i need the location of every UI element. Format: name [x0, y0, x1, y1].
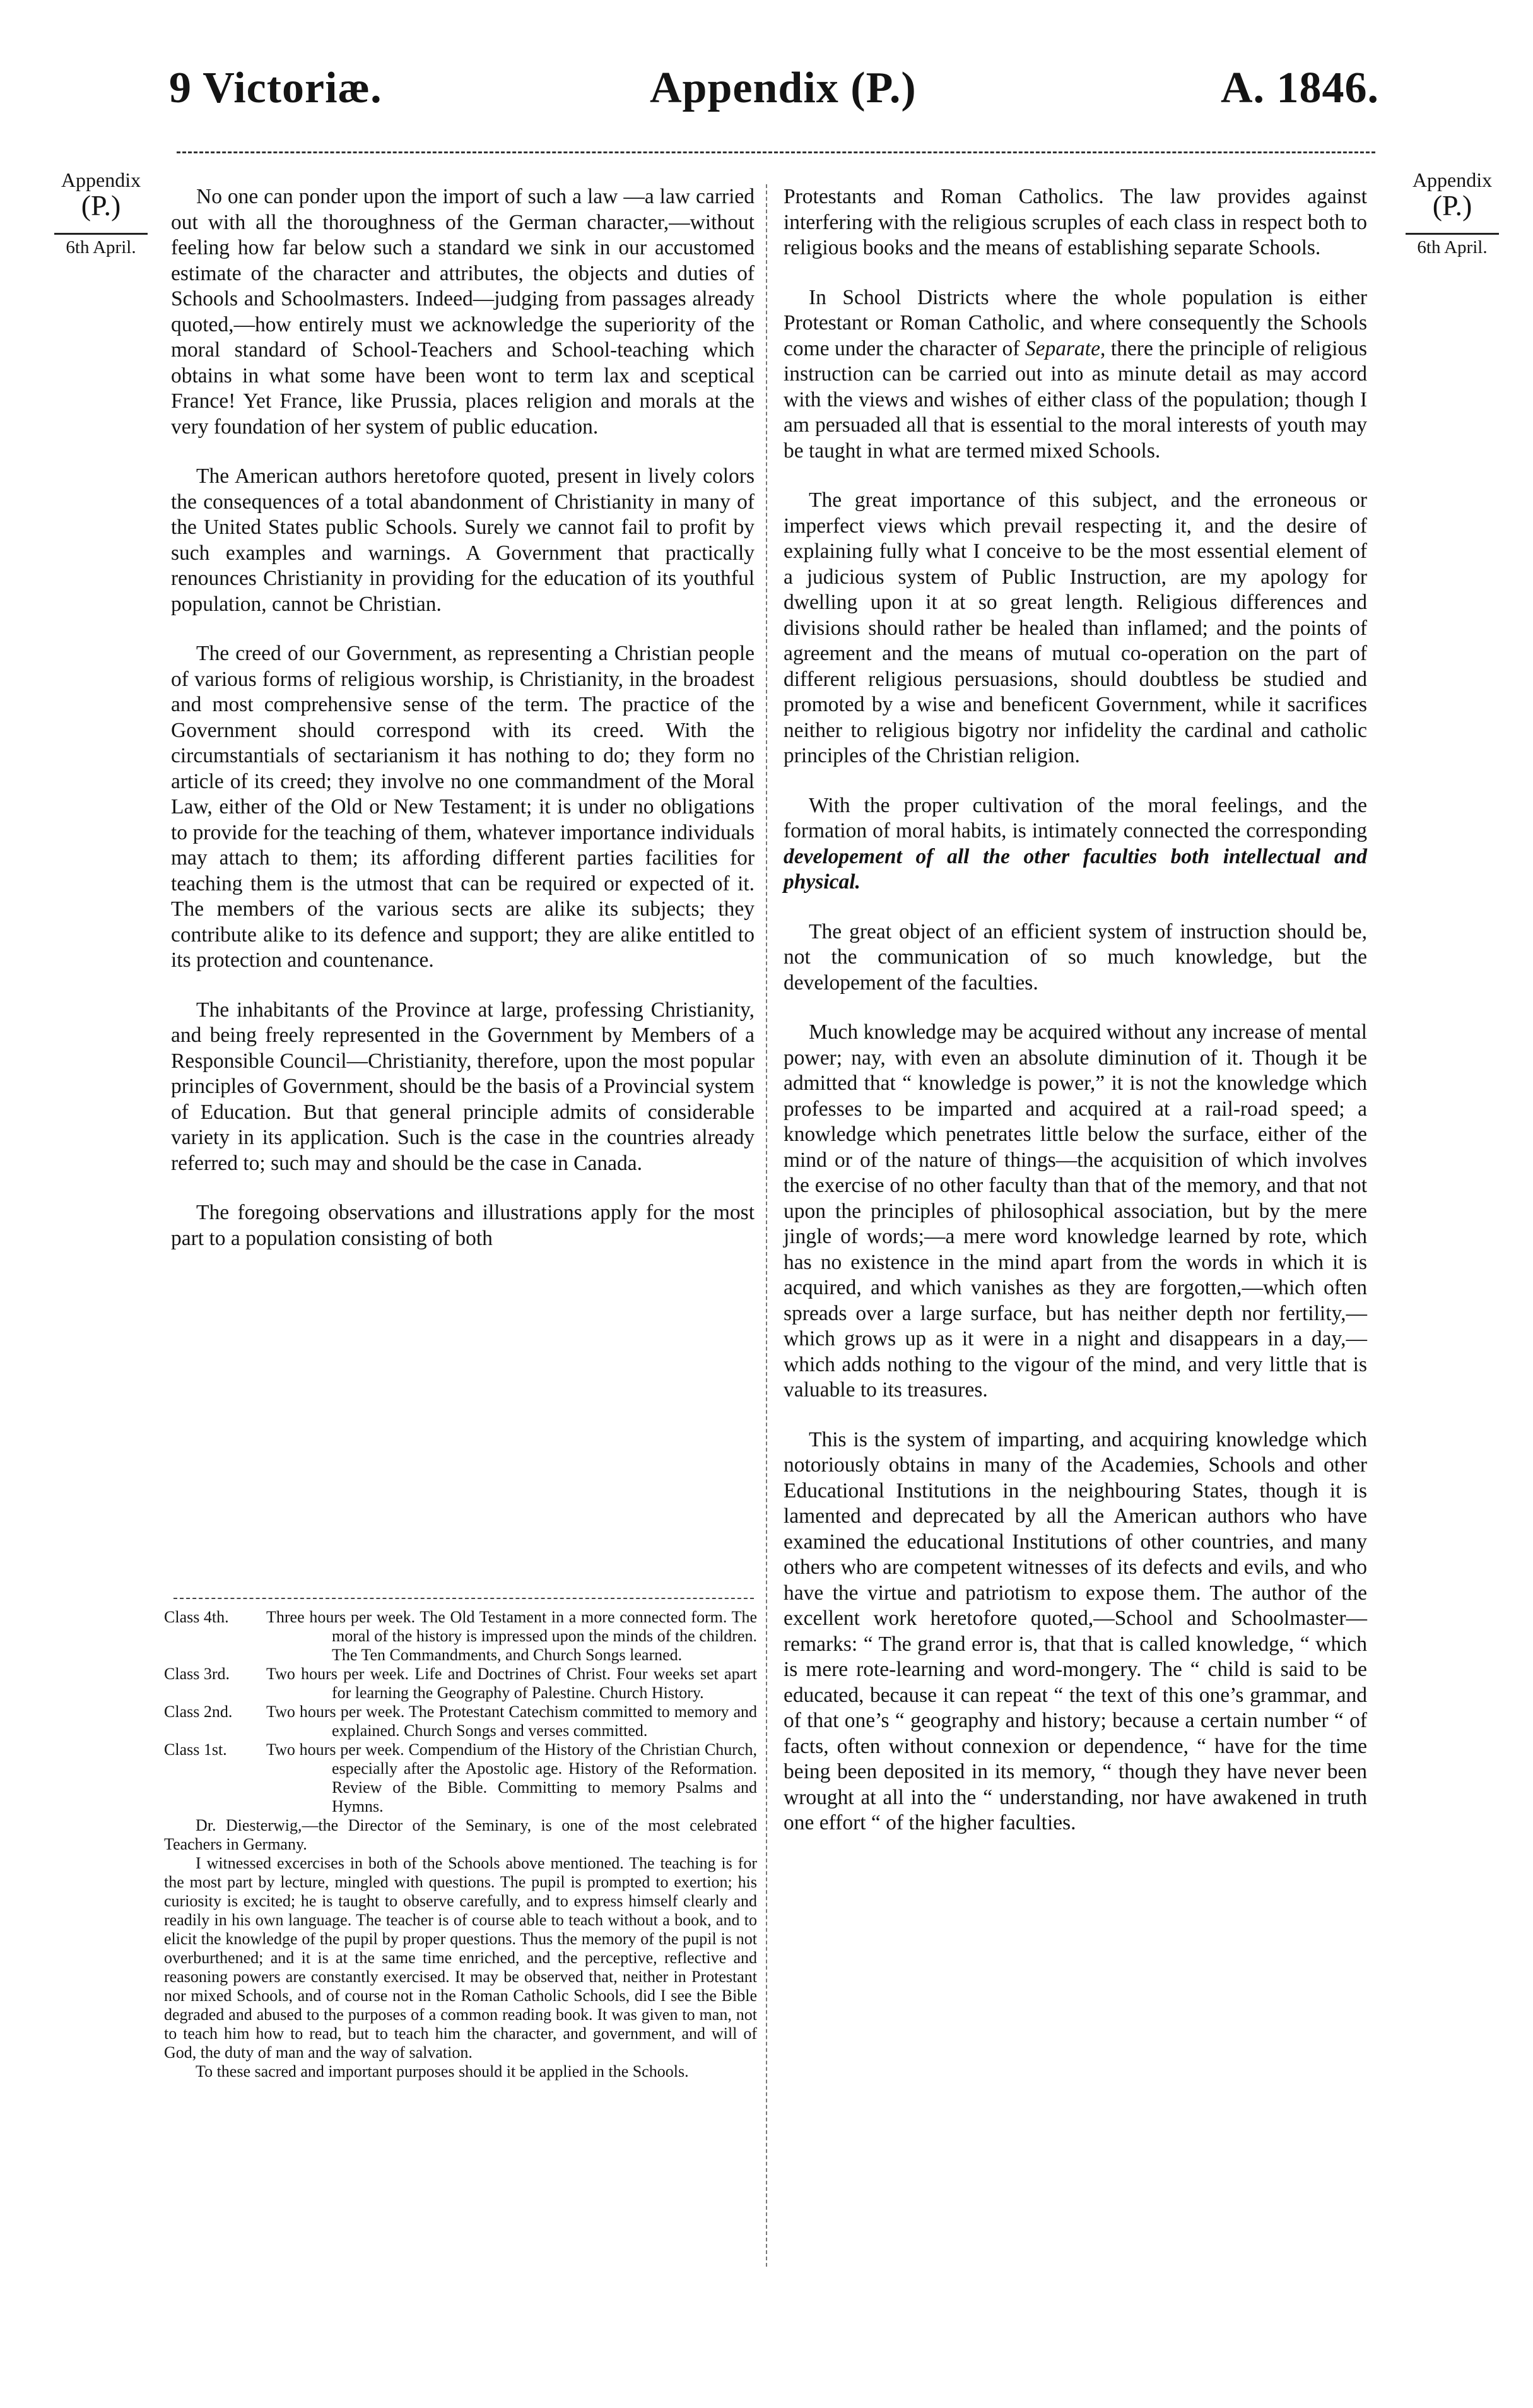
footnote-text: To these sacred and important purposes should it be applied in the Schools.	[196, 2062, 689, 2080]
paragraph: The great object of an efficient system of instruction should be, not the communication of so much knowledge, but the developement of the faculties.	[784, 919, 1367, 994]
class-label: Class 3rd.	[164, 1665, 230, 1683]
margin-note-date: 6th April.	[1417, 237, 1488, 258]
class-text: Two hours per week. Compendium of the History of the Christian Church, especially after the Apostolic age. History of the Reformation. Review of the Bible. Committing to memory Psalms and Hymns.	[266, 1740, 757, 1815]
margin-note-appendix: Appendix	[1412, 168, 1493, 191]
left-column	[171, 184, 755, 1275]
margin-note-letter: (P.)	[81, 189, 121, 222]
emphasis-text: developement of all the other faculties both intellectual and physical.	[784, 844, 1367, 894]
paragraph: This is the system of imparting, and acquiring knowledge which notoriously obtains in many of the Academies, Schools and other Educational Institutions in the neighbouring States, though it is lamented and deprecated by all the American authors who have examined the educational Institutions of other countries, and many others who are competent witnesses of its defects and evils, and who have the virtue and patriotism to expose them. The author of the excellent work heretofore quoted,—School and Schoolmaster—remarks: “ The grand error is, that that is called knowledge, “ which is mere rote-learning and word-mongery. The “ child is said to be educated, because it can repeat “ the text of this one’s grammar, and of that one’s “ geography and history; because a certain number “ of facts, often without connexion or dependence, “ have for the time being been deposited in its memory, “ though they have never been wrought at all into the “ understanding, nor have awakened in truth one effort “ of the higher faculties.	[784, 1427, 1367, 1834]
running-head-right: A. 1846.	[1221, 64, 1380, 112]
class-text: Two hours per week. The Protestant Catechism committed to memory and explained. Church Songs and verses committed.	[266, 1703, 757, 1740]
paragraph: The foregoing observations and illustrations apply for the most part to a population consisting of both	[171, 1201, 755, 1250]
margin-note-date: 6th April.	[66, 237, 136, 258]
margin-note-right	[1402, 169, 1503, 261]
footnote-rule	[173, 1598, 754, 1599]
class-label: Class 4th.	[164, 1608, 229, 1626]
margin-note-letter: (P.)	[1432, 189, 1472, 222]
footnotes	[164, 1608, 757, 2081]
class-text: Two hours per week. Life and Doctrines of Christ. Four weeks set apart for learning the Geography of Palestine. Church History.	[266, 1665, 757, 1702]
footnote-class-item	[164, 1740, 757, 1816]
paragraph: The American authors heretofore quoted, present in lively colors the consequences of a total abandonment of Christianity in many of the United States public Schools. Surely we cannot fail to profit by such examples and warnings. A Government that practically renounces Christianity in providing for the education of its youthful population, cannot be Christian.	[171, 464, 755, 616]
paragraph: The great importance of this subject, and the erroneous or imperfect views which prevail respecting it, and the desire of explaining fully what I conceive to be the most essential element of a judicious system of Public Instruction, are my apology for dwelling upon it at so great length. Religious differences and divisions should rather be healed than inflamed; and the points of agreement and the means of mutual co-operation on the part of different religious persuasions, should doubtless be studied and promoted by a wise and beneficent Government, while it sacrifices neither to religious bigotry nor infidelity the cardinal and catholic principles of the Christian religion.	[784, 488, 1367, 767]
paragraph: The creed of our Government, as representing a Christian people of various forms of religious worship, is Christianity, in the broadest and most comprehensive sense of the term. The practice of the Government should correspond with its creed. With the circumstantials of sectarianism it has nothing to do; they form no article of its creed; they involve no one commandment of the Moral Law, either of the Old or New Testament; it is under no obligations to provide for the teaching of them, whatever importance individuals may attach to them; its affording different parties facilities for teaching them is the utmost that can be required or expected of it. The members of the various sects are alike its subjects; they contribute alike to its defence and support; they are alike entitled to its protection and countenance.	[171, 642, 755, 972]
paragraph-text: In School Districts where the whole population is either Protestant or Roman Catholic, and where consequently the Schools come under the character of	[784, 285, 1367, 360]
paragraph	[784, 285, 1367, 464]
paragraph-text: With the proper cultivation of the moral feelings, and the formation of moral habits, is intimately connected the corresponding	[784, 793, 1367, 842]
paragraph: No one can ponder upon the import of such a law —a law carried out with all the thoroughness of the German character,—without feeling how far below such a standard we sink in our accustomed estimate of the character and attributes, the objects and duties of Schools and Schoolmasters. Indeed—judging from passages already quoted,—how entirely must we acknowledge the superiority of the moral standard of School-Teachers and School-teaching which obtains in what some have been wont to term lax and sceptical France! Yet France, like Prussia, places religion and morals at the very foundation of her system of public education.	[171, 185, 755, 439]
brace-rule	[54, 220, 148, 235]
class-text: Three hours per week. The Old Testament in a more connected form. The moral of the history is impressed upon the minds of the children. The Ten Commandments, and Church Songs learned.	[266, 1608, 757, 1664]
brace-rule	[1406, 220, 1499, 235]
column-divider	[766, 184, 767, 2267]
paragraph: The inhabitants of the Province at large, professing Christianity, and being freely represented in the Government by Members of a Responsible Council—Christianity, therefore, upon the most popular principles of Government, should be the basis of a Provincial system of Education. But that general principle admits of considerable variety in its application. Such is the case in the countries already referred to; such may and should be the case in Canada.	[171, 998, 755, 1175]
footnote-text: Dr. Diesterwig,—the Director of the Seminary, is one of the most celebrated Teachers in Germany.	[164, 1816, 757, 1853]
margin-note-appendix: Appendix	[61, 168, 141, 191]
margin-note-left	[50, 169, 151, 261]
right-column	[784, 184, 1367, 1860]
header-rule	[177, 151, 1375, 153]
paragraph: Protestants and Roman Catholics. The law provides against interfering with the religious scruples of each class in respect both to religious books and the means of establishing separate Schools.	[784, 185, 1367, 259]
running-head-center: Appendix (P.)	[650, 64, 917, 112]
running-head-left: 9 Victoriæ.	[169, 64, 382, 112]
footnote-class-item	[164, 1703, 757, 1740]
italic-term: Separate	[1025, 336, 1100, 360]
class-label: Class 2nd.	[164, 1703, 233, 1721]
footnote-text: I witnessed excercises in both of the Schools above mentioned. The teaching is for the most part by lecture, mingled with questions. The pupil is prompted to exertion; his curiosity is excited; he is taught to observe carefully, and to express himself clearly and readily in his own language. The teacher is of course able to teach without a book, and to elicit the knowledge of the pupil by proper questions. Thus the memory of the pupil is not overburthened; and it is at the same time enriched, and the perceptive, reflective and reasoning powers are constantly exercised. It may be observed that, neither in Protestant nor mixed Schools, and of course not in the Roman Catholic Schools, did I see the Bible degraded and abused to the purposes of a common reading book. It was given to man, not to teach him how to read, but to teach him the character, and government, and will of God, the duty of man and the way of salvation.	[164, 1854, 757, 2062]
footnote-class-item	[164, 1608, 757, 1665]
paragraph	[784, 793, 1367, 895]
paragraph: Much knowledge may be acquired without any increase of mental power; nay, with even an absolute diminution of it. Though it be admitted that “ knowledge is power,” it is not the knowledge which professes to be imparted and acquired at a rail-road speed; a knowledge which penetrates little below the surface, either of the mind or of the nature of things—the acquisition of which involves the exercise of no other faculty than that of the memory, and that not upon the principles of philosophical association, but by the mere jingle of words;—a mere word knowledge learned by rote, which has no existence in the mind apart from the words in which it is acquired, and which vanishes as they are forgotten,—which often spreads over a large surface, but has neither depth nor fertility,—which grows up as it were in a night and disappears in a day,—which adds nothing to the vigour of the mind, and very little that is valuable to its treasures.	[784, 1020, 1367, 1402]
footnote-class-item	[164, 1665, 757, 1703]
class-label: Class 1st.	[164, 1740, 227, 1759]
paragraph-text: , there the principle of religious instruction can be carried out into as minute detail as may accord with the views and wishes of either class of the population; though I am persuaded all that is essential to the moral interests of youth may be taught in what are termed mixed Schools.	[784, 336, 1367, 463]
